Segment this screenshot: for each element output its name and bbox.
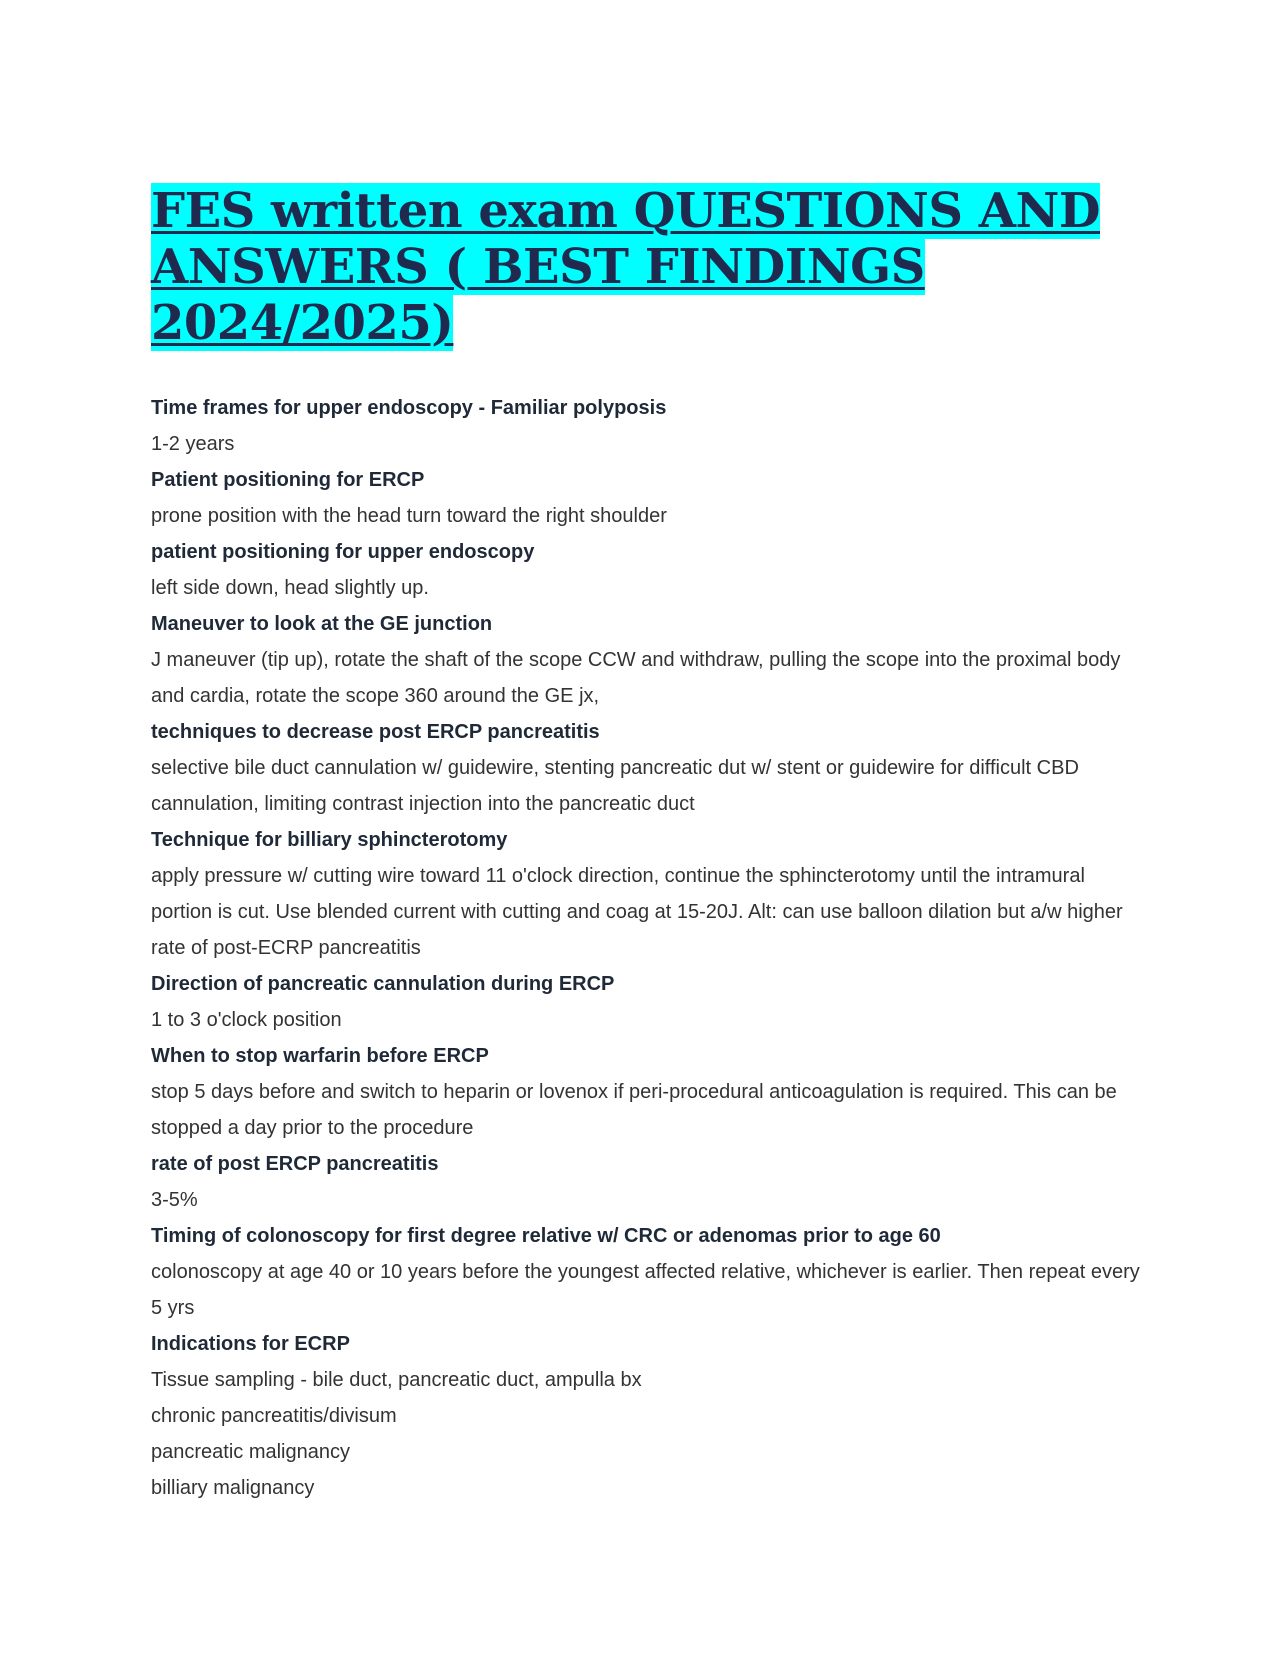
- answer-11-line-4: billiary malignancy: [151, 1477, 315, 1499]
- answer-10: colonoscopy at age 40 or 10 years before the youngest affected relative, whichever is earlier. Then repeat every 5 yrs: [151, 1261, 1140, 1319]
- answer-4: J maneuver (tip up), rotate the shaft of the scope CCW and withdraw, pulling the scope into the proximal body and cardia, rotate the scope 360 around the GE jx,: [151, 649, 1121, 707]
- answer-11-line-2: chronic pancreatitis/divisum: [151, 1405, 397, 1427]
- title-line-3: 2024/2025): [151, 295, 454, 351]
- answer-2: prone position with the head turn toward the right shoulder: [151, 505, 667, 527]
- question-10: Timing of colonoscopy for first degree relative w/ CRC or adenomas prior to age 60: [151, 1225, 941, 1247]
- question-4: Maneuver to look at the GE junction: [151, 613, 493, 635]
- question-9: rate of post ERCP pancreatitis: [151, 1153, 439, 1175]
- answer-3: left side down, head slightly up.: [151, 577, 429, 599]
- question-5: techniques to decrease post ERCP pancreatitis: [151, 721, 600, 743]
- answer-6: apply pressure w/ cutting wire toward 11 o'clock direction, continue the sphincterotomy until the intramural portion is cut. Use blended current with cutting and coag at 15-20J. Alt: can use balloon dilation but a/w higher rate of post-ECRP pancreatitis: [151, 865, 1123, 959]
- title-block: [151, 183, 1151, 351]
- question-2: Patient positioning for ERCP: [151, 469, 425, 491]
- document-title: [151, 183, 1151, 351]
- answer-1: 1-2 years: [151, 433, 235, 455]
- answer-9: 3-5%: [151, 1189, 198, 1211]
- question-8: When to stop warfarin before ERCP: [151, 1045, 489, 1067]
- question-11: Indications for ECRP: [151, 1333, 350, 1355]
- question-1: Time frames for upper endoscopy - Familiar polyposis: [151, 397, 667, 419]
- qa-list: [151, 390, 1151, 1506]
- title-line-1: FES written exam QUESTIONS AND: [151, 183, 1101, 239]
- answer-8: stop 5 days before and switch to heparin or lovenox if peri-procedural anticoagulation is required. This can be stopped a day prior to the procedure: [151, 1081, 1117, 1139]
- question-3: patient positioning for upper endoscopy: [151, 541, 535, 563]
- question-7: Direction of pancreatic cannulation during ERCP: [151, 973, 615, 995]
- answer-11-line-1: Tissue sampling - bile duct, pancreatic duct, ampulla bx: [151, 1369, 642, 1391]
- answer-7: 1 to 3 o'clock position: [151, 1009, 342, 1031]
- answer-11-line-3: pancreatic malignancy: [151, 1441, 350, 1463]
- title-line-2: ANSWERS ( BEST FINDINGS: [151, 239, 925, 295]
- answer-5: selective bile duct cannulation w/ guidewire, stenting pancreatic dut w/ stent or guidewire for difficult CBD cannulation, limiting contrast injection into the pancreatic duct: [151, 757, 1079, 815]
- question-6: Technique for billiary sphincterotomy: [151, 829, 508, 851]
